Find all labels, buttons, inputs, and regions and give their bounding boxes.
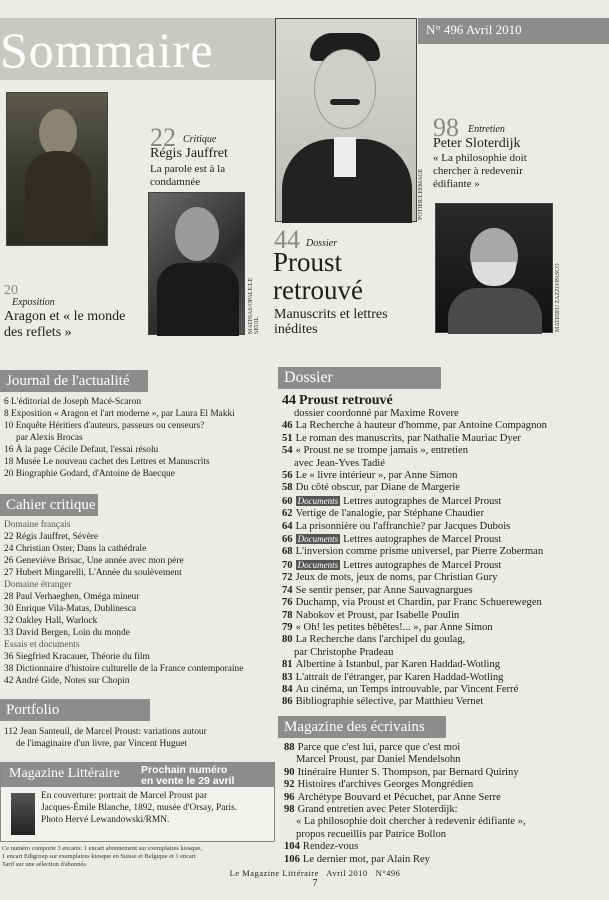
list-item: 27 Hubert Mingarelli, L'Année du soulèvement xyxy=(4,568,182,578)
toc-title: Histoires d'archives Georges Mongrédien xyxy=(297,779,474,791)
toc-page-number: 74 xyxy=(282,584,293,596)
feature-jauffret-title: Régis Jauffret xyxy=(150,146,228,161)
magazine-name: Magazine Littéraire xyxy=(9,766,120,781)
journal-heading: Journal de l'actualité xyxy=(0,370,148,392)
toc-item xyxy=(282,622,606,634)
list-item: Domaine français xyxy=(4,520,71,530)
feature-jauffret-num: 22 xyxy=(150,123,176,152)
toc-title: Le roman des manuscrits, par Nathalie Mauriac Dyer xyxy=(295,432,521,444)
toc-title: Proust retrouvé xyxy=(299,393,393,408)
toc-page-number: 72 xyxy=(282,572,293,584)
list-item: 20 Biographie Godard, d'Antoine de Baecque xyxy=(4,469,175,479)
feature-sloterdijk-label: Entretien xyxy=(468,124,505,135)
list-item: Domaine étranger xyxy=(4,580,72,590)
documents-badge: Documents xyxy=(297,495,339,506)
toc-title: La Recherche dans l'archipel du goulag, xyxy=(295,634,466,646)
cover-thumbnail xyxy=(11,793,35,835)
toc-item xyxy=(284,816,606,828)
toc-page-number: 84 xyxy=(282,683,293,695)
toc-title: Rendez-vous xyxy=(302,841,359,853)
cover-caption: En couverture: portrait de Marcel Proust par Jacques-Émile Blanche, 1892, musée d'Orsay, Paris. Photo Hervé Lewandowski/RMN. xyxy=(41,791,238,825)
toc-title: La prisonnière ou l'affranchie? par Jacques Dubois xyxy=(295,520,511,532)
feature-mona-title: Aragon et « le monde des reflets » xyxy=(4,309,126,340)
toc-item xyxy=(284,754,606,766)
toc-title: « Proust ne se trompe jamais », entretien xyxy=(295,445,468,457)
toc-title: Lettres autographes de Marcel Proust xyxy=(343,495,502,507)
toc-title: Archétype Bouvard et Pécuchet, par Anne Serre xyxy=(297,791,501,803)
toc-title: Jeux de mots, jeux de noms, par Christian Gury xyxy=(295,572,498,584)
magazine-box xyxy=(0,762,275,842)
toc-page-number: 66 xyxy=(282,534,293,546)
toc-item xyxy=(282,470,606,482)
toc-item xyxy=(282,408,606,420)
toc-title: par Christophe Pradeau xyxy=(294,646,394,658)
toc-page-number: 44 xyxy=(282,393,296,408)
toc-page-number: 70 xyxy=(282,559,293,571)
toc-page-number: 98 xyxy=(284,804,295,816)
toc-page-number: 64 xyxy=(282,520,293,532)
feature-sloterdijk-num: 98 xyxy=(433,113,459,142)
toc-title: Se sentir penser, par Anne Sauvagnargues xyxy=(295,584,473,596)
toc-item xyxy=(282,684,606,696)
toc-title: L'attrait de l'étranger, par Karen Haddad-Wotling xyxy=(295,671,504,683)
toc-page-number: 88 xyxy=(284,742,295,753)
toc-title: Le « livre intérieur », par Anne Simon xyxy=(295,470,458,482)
footer-line: Le Magazine Littéraire Avril 2010 N°496 xyxy=(229,868,401,878)
toc-title: Vertige de l'analogie, par Stéphane Chaudier xyxy=(295,508,484,520)
toc-item xyxy=(282,634,606,646)
magazine-heading: Magazine des écrivains xyxy=(278,716,446,738)
page-number: 7 xyxy=(312,878,318,889)
list-item: 22 Régis Jauffret, Sévère xyxy=(4,532,99,542)
toc-title: Duchamp, via Proust et Chardin, par Franc Schuerewegen xyxy=(295,597,542,609)
toc-title: La Recherche à hauteur d'homme, par Antoine Compagnon xyxy=(295,420,547,432)
feature-sloterdijk-title: Peter Sloterdijk xyxy=(433,136,521,151)
feature-jauffret-label: Critique xyxy=(183,134,217,145)
page-title: Sommaire xyxy=(0,22,214,78)
toc-page-number: 86 xyxy=(282,696,293,708)
toc-item xyxy=(282,393,606,408)
toc-page-number: 106 xyxy=(284,853,300,865)
toc-item xyxy=(282,521,606,533)
toc-item xyxy=(284,742,606,754)
list-item: Essais et documents xyxy=(4,640,80,650)
toc-page-number: 56 xyxy=(282,470,293,482)
toc-item xyxy=(282,572,606,584)
toc-item xyxy=(282,672,606,684)
toc-item xyxy=(282,482,606,494)
list-item: 28 Paul Verhaeghen, Oméga mineur xyxy=(4,592,140,602)
fine-print: Ce numéro comporte 3 encarts: 1 encart abonnement sur exemplaires kiosque, 1 encart Edigroup sur exemplaires kiosque en Suisse et Belgique et 1 encart Tarif sur une sélection d'abonnés. xyxy=(2,845,202,868)
toc-title: « La philosophie doit chercher à redevenir édifiante », xyxy=(296,816,526,828)
toc-page-number: 62 xyxy=(282,508,293,520)
toc-item xyxy=(284,841,606,853)
toc-title: Nabokov et Proust, par Isabelle Poulin xyxy=(295,609,460,621)
toc-title: Marcel Proust, par Daniel Mendelsohn xyxy=(296,754,461,766)
toc-page-number: 78 xyxy=(282,609,293,621)
list-item: 6 L'éditorial de Joseph Macé-Scaron xyxy=(4,397,142,407)
toc-page-number: 83 xyxy=(282,671,293,683)
toc-title: L'inversion comme prisme universel, par Pierre Zoberman xyxy=(295,546,544,558)
feature-mona-num: 20 xyxy=(4,283,18,298)
jauffret-photo xyxy=(148,192,245,335)
feature-dossier-sub: Manuscrits et lettres inédites xyxy=(274,307,388,337)
toc-title: Le dernier mot, par Alain Rey xyxy=(302,853,430,865)
toc-page-number: 104 xyxy=(284,841,300,853)
toc-title: Albertine à Istanbul, par Karen Haddad-Wotling xyxy=(295,659,501,671)
toc-page-number: 90 xyxy=(284,766,295,778)
toc-title: Bibliographie sélective, par Matthieu Vernet xyxy=(295,696,484,708)
list-item: 30 Enrique Vila-Matas, Dublinesca xyxy=(4,604,137,614)
toc-item xyxy=(282,433,606,445)
toc-title: « Oh! les petites bêbêtes!... », par Anne Simon xyxy=(295,621,493,633)
feature-sloterdijk-sub: « La philosophie doit chercher à redevenir édifiante » xyxy=(433,152,527,190)
documents-badge: Documents xyxy=(297,534,339,545)
toc-page-number: 60 xyxy=(282,495,293,507)
toc-page-number: 80 xyxy=(282,634,293,646)
toc-page-number: 76 xyxy=(282,597,293,609)
toc-item xyxy=(284,779,606,791)
toc-page-number: 92 xyxy=(284,779,295,791)
toc-title: Parce que c'est lui, parce que c'est moi xyxy=(297,742,461,753)
toc-item xyxy=(282,495,606,508)
jauffret-credit: MATHIAS/OPALE/LE SEUIL xyxy=(248,277,260,334)
toc-page-number: 46 xyxy=(282,420,293,432)
feature-dossier-label: Dossier xyxy=(306,238,338,249)
toc-item xyxy=(282,597,606,609)
toc-page-number: 54 xyxy=(282,445,293,457)
toc-title: Au cinéma, un Temps introuvable, par Vincent Ferré xyxy=(295,683,519,695)
sloterdijk-photo xyxy=(435,203,553,333)
toc-item xyxy=(282,445,606,457)
toc-item xyxy=(282,610,606,622)
toc-title: propos recueillis par Patrice Bollon xyxy=(296,828,447,840)
list-item: par Alexis Brocas xyxy=(16,433,83,443)
toc-item xyxy=(282,533,606,546)
toc-title: Lettres autographes de Marcel Proust xyxy=(343,534,502,546)
toc-item xyxy=(282,420,606,432)
toc-item xyxy=(282,696,606,708)
toc-page-number: 51 xyxy=(282,432,293,444)
toc-page-number: 58 xyxy=(282,482,293,494)
toc-item xyxy=(284,804,606,816)
toc-page-number: 68 xyxy=(282,546,293,558)
toc-title: Itinéraire Hunter S. Thompson, par Bernard Quiriny xyxy=(297,766,519,778)
feature-dossier-num: 44 xyxy=(274,225,300,254)
proust-portrait xyxy=(275,18,417,222)
documents-badge: Documents xyxy=(297,559,339,570)
feature-dossier-title: Proust retrouvé xyxy=(273,247,363,305)
portfolio-heading: Portfolio xyxy=(0,699,150,721)
toc-item xyxy=(284,767,606,779)
issue-number: N° 496 Avril 2010 xyxy=(426,22,522,37)
list-item: 38 Dictionnaire d'histoire culturelle de la France contemporaine xyxy=(4,664,244,674)
list-item: 36 Siegfried Kracauer, Théorie du film xyxy=(4,652,150,662)
sloterdijk-credit: MATHIEU ZAZZO/PASCO xyxy=(555,263,561,332)
toc-item xyxy=(282,647,606,659)
magazine-toc-list xyxy=(284,742,606,866)
list-item: 112 Jean Santeuil, de Marcel Proust: variations autour xyxy=(4,727,207,737)
dossier-toc-list xyxy=(282,393,606,709)
toc-item xyxy=(282,559,606,572)
feature-mona-label: Exposition xyxy=(12,297,55,308)
toc-page-number: 79 xyxy=(282,621,293,633)
next-issue-2: en vente le 29 avril xyxy=(141,775,235,787)
mona-lisa-image xyxy=(6,92,108,246)
proust-credit: POTIER/LEEMAGE xyxy=(418,168,424,220)
list-item: 8 Exposition « Aragon et l'art moderne », par Laura El Makki xyxy=(4,409,235,419)
toc-item xyxy=(282,546,606,558)
toc-title: dossier coordonné par Maxime Rovere xyxy=(294,408,459,419)
list-item: 33 David Bergen, Loin du monde xyxy=(4,628,130,638)
cahier-heading: Cahier critique xyxy=(0,494,98,516)
toc-item xyxy=(282,585,606,597)
toc-title: Du côté obscur, par Diane de Margerie xyxy=(295,482,460,494)
list-item: 18 Musée Le nouveau cachet des Lettres et Manuscrits xyxy=(4,457,210,467)
toc-title: avec Jean-Yves Tadié xyxy=(294,457,385,469)
toc-item xyxy=(284,854,606,866)
toc-item xyxy=(282,659,606,671)
toc-title: Grand entretien avec Peter Sloterdijk: xyxy=(297,804,458,816)
feature-jauffret-sub: La parole est à la condamnée xyxy=(150,163,226,188)
next-issue-1: Prochain numéro xyxy=(141,764,228,776)
dossier-heading: Dossier xyxy=(278,367,441,389)
toc-item xyxy=(284,829,606,841)
list-item: 26 Geneviève Brisac, Une année avec mon père xyxy=(4,556,184,566)
cahier-list xyxy=(4,519,280,687)
toc-page-number: 96 xyxy=(284,791,295,803)
toc-item xyxy=(282,458,606,470)
list-item: 10 Enquête Héritiers d'auteurs, passeurs ou censeurs? xyxy=(4,421,205,431)
list-item: 16 À la page Cécile Defaut, l'essai résolu xyxy=(4,445,159,455)
toc-item xyxy=(282,508,606,520)
list-item: 42 André Gide, Notes sur Chopin xyxy=(4,676,130,686)
toc-page-number: 81 xyxy=(282,659,293,671)
toc-item xyxy=(284,792,606,804)
toc-title: Lettres autographes de Marcel Proust xyxy=(343,559,502,571)
list-item: de l'imaginaire d'un livre, par Vincent Huguet xyxy=(16,739,188,749)
list-item: 32 Oakley Hall, Warlock xyxy=(4,616,98,626)
list-item: 24 Christian Oster, Dans la cathédrale xyxy=(4,544,147,554)
portfolio-list xyxy=(4,726,280,750)
journal-list xyxy=(4,396,280,480)
